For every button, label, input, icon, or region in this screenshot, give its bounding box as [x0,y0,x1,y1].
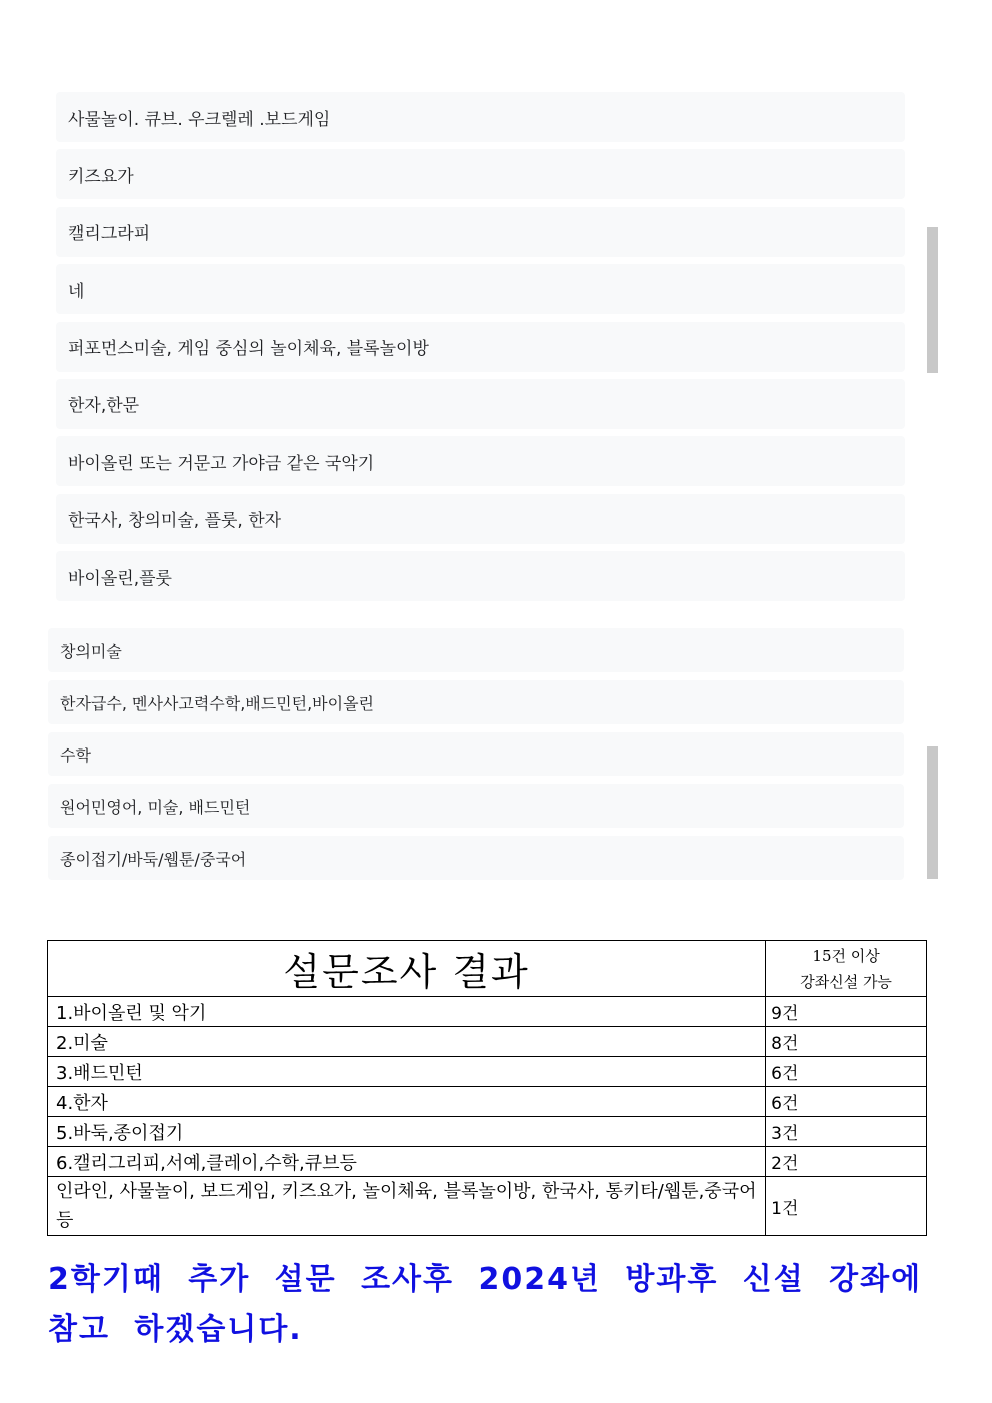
row-label: 4.한자 [48,1087,766,1117]
row-count: 6건 [766,1057,927,1087]
response-item [56,264,905,314]
table-row [48,997,927,1027]
response-item [48,836,904,880]
response-list-1 [56,92,905,609]
response-text: 종이접기/바둑/웹툰/중국어 [60,849,247,869]
response-item [56,551,905,601]
table-row [48,1117,927,1147]
response-item [56,322,905,372]
response-item [56,379,905,429]
row-count: 8건 [766,1027,927,1057]
table-row [48,1027,927,1057]
response-text: 한자,한문 [68,396,140,417]
response-text: 네 [68,281,85,302]
response-text: 바이올린 또는 거문고 가야금 같은 국악기 [68,453,375,474]
survey-result-table [47,940,927,1236]
response-item [48,628,904,672]
response-text: 수학 [60,745,91,765]
response-text: 원어민영어, 미술, 배드민턴 [60,797,251,817]
response-item [56,436,905,486]
row-count: 6건 [766,1087,927,1117]
threshold-note-line: 강좌신설 가능 [800,972,892,991]
row-count: 3건 [766,1117,927,1147]
row-count: 2건 [766,1147,927,1177]
table-header-row [48,941,927,997]
response-text: 창의미술 [60,641,122,661]
response-item [48,732,904,776]
response-item [56,149,905,199]
response-item [48,784,904,828]
row-label: 6.캘리그리피,서예,클레이,수학,큐브등 [48,1147,766,1177]
row-label: 인라인, 사물놀이, 보드게임, 키즈요가, 놀이체육, 블록놀이방, 한국사, 통키타/웹툰,중국어등 [48,1177,766,1236]
response-item [56,207,905,257]
response-item [56,494,905,544]
row-label: 1.바이올린 및 악기 [48,997,766,1027]
scrollbar-thumb[interactable] [927,227,938,373]
row-count: 1건 [766,1177,927,1236]
response-text: 한국사, 창의미술, 플룻, 한자 [68,511,282,532]
scrollbar-thumb[interactable] [927,746,938,879]
footer-note: 2학기때 추가 설문 조사후 2024년 방과후 신설 강좌에 참고 하겠습니다. [48,1262,923,1347]
row-label: 5.바둑,종이접기 [48,1117,766,1147]
table-row [48,1057,927,1087]
table-title: 설문조사 결과 [48,941,766,997]
row-label: 3.배드민턴 [48,1057,766,1087]
response-list-2 [48,628,904,888]
response-text: 캘리그라피 [68,224,151,245]
threshold-note [766,941,927,997]
response-item [56,92,905,142]
response-text: 바이올린,플룻 [68,568,172,589]
row-count: 9건 [766,997,927,1027]
table-row [48,1177,927,1236]
response-text: 사물놀이. 큐브. 우크렐레 .보드게임 [68,109,331,130]
row-label: 2.미술 [48,1027,766,1057]
response-text: 한자급수, 멘사사고력수학,배드민턴,바이올린 [60,693,375,713]
threshold-note-line: 15건 이상 [812,946,880,965]
response-text: 키즈요가 [68,166,134,187]
table-row [48,1087,927,1117]
response-text: 퍼포먼스미술, 게임 중심의 놀이체육, 블록놀이방 [68,339,429,360]
table-row [48,1147,927,1177]
response-item [48,680,904,724]
